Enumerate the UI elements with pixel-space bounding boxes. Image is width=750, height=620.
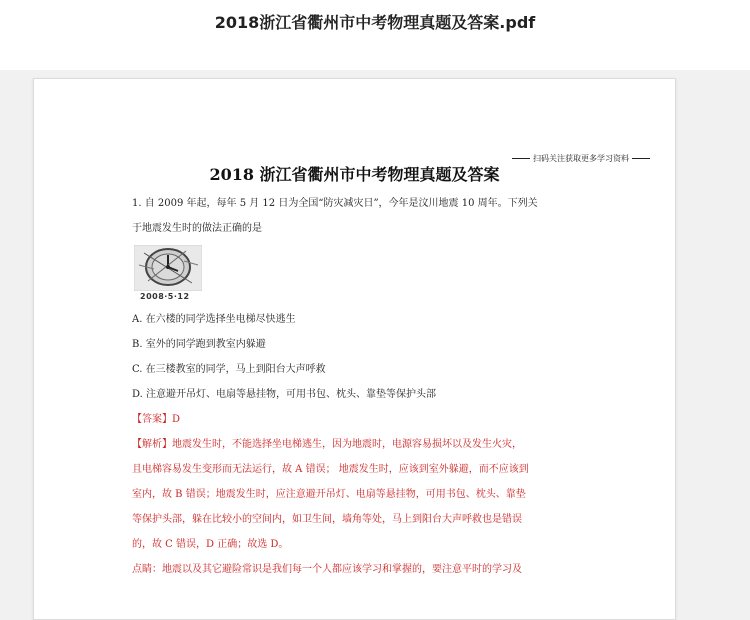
viewer-header (0, 0, 750, 70)
option-b: B. 室外的同学跑到教室内躲避 (132, 339, 266, 350)
clock-icon (134, 245, 202, 291)
doc-title: 2018 浙江省衢州市中考物理真题及答案 (209, 165, 500, 184)
option-c: C. 在三楼教室的同学，马上到阳台大声呼救 (132, 364, 326, 375)
earthquake-clock-image (134, 245, 202, 301)
promo-left-rule (512, 158, 530, 159)
image-caption: 2008·5·12 (140, 292, 190, 301)
analysis-line-1: 【解析】地震发生时，不能选择坐电梯逃生，因为地震时，电源容易损坏以及发生火灾， (132, 439, 522, 450)
answer-line: 【答案】D (132, 414, 181, 425)
analysis-line-4: 等保护头部，躲在比较小的空间内，如卫生间，墙角等处，马上到阳台大声呼救也是错误 (132, 514, 522, 525)
option-d: D. 注意避开吊灯、电扇等悬挂物，可用书包、枕头、靠垫等保护头部 (132, 389, 437, 400)
document-body (132, 191, 602, 582)
comment-line: 点睛：地震以及其它避险常识是我们每一个人都应该学习和掌握的，要注意平时的学习及 (132, 564, 522, 575)
question-line-1: 1. 自 2009 年起，每年 5 月 12 日为全国“防灾减灾日”，今年是汶川地震 10 周年。下列关 (132, 198, 538, 209)
promo-text: 扫码关注获取更多学习资料 (533, 154, 629, 163)
analysis-line-3: 室内，故 B 错误；地震发生时，应注意避开吊灯、电扇等悬挂物，可用书包、枕头、靠垫 (132, 489, 526, 500)
file-title: 2018浙江省衢州市中考物理真题及答案.pdf (214, 13, 536, 32)
document-page (33, 78, 676, 620)
question-line-2: 于地震发生时的做法正确的是 (132, 223, 262, 234)
analysis-line-2: 且电梯容易发生变形而无法运行，故 A 错误； 地震发生时，应该到室外躲避，而不应该到 (132, 464, 529, 475)
option-a: A. 在六楼的同学选择坐电梯尽快逃生 (132, 314, 296, 325)
analysis-line-5: 的，故 C 错误，D 正确；故选 D。 (132, 539, 289, 550)
promo-right-rule (632, 158, 650, 159)
